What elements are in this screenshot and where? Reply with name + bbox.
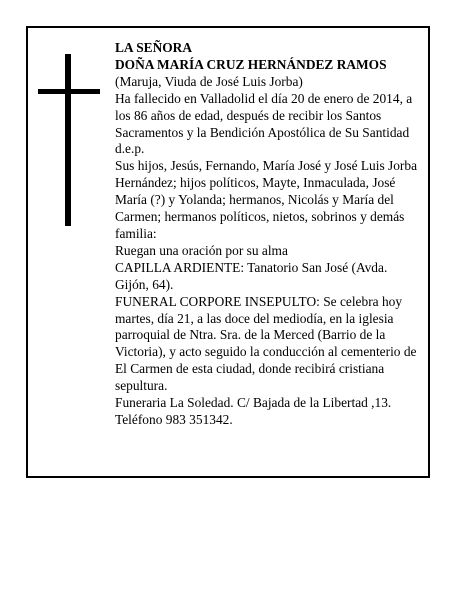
notice-text xyxy=(115,40,423,429)
death-announcement: Ha fallecido en Valladolid el día 20 de enero de 2014, a los 86 años de edad, después de recibir los Santos Sacramentos y la Bendición Apostólica de Su Santidad xyxy=(115,90,413,140)
funeral-info: FUNERAL CORPORE INSEPULTO: Se celebra hoy martes, día 21, a las doce del mediodía, en la iglesia parroquial de Ntra. Sra. de la Merced (Barrio de la Victoria), y acto seguido la conducción al cementerio de El Carmen de esta ciudad, donde recibirá cristiana sepultura. xyxy=(115,293,417,394)
cross-vertical-bar xyxy=(65,54,71,226)
family-list: Sus hijos, Jesús, Fernando, María José y José Luis Jorba Hernández; hijos políticos, Mayte, Inmaculada, José María (?) y Yolanda; hermanos, Nicolás y María del Carmen; hermanos políticos, nietos, sobrinos y demás familia: xyxy=(115,158,418,241)
notice-heading: LA SEÑORA xyxy=(115,40,193,55)
funeral-home-info: Funeraria La Soledad. C/ Bajada de la Libertad ,13. Teléfono 983 351342. xyxy=(115,395,392,427)
cross-icon xyxy=(38,54,100,226)
prayer-request: Ruegan una oración por su alma xyxy=(115,242,288,258)
chapel-info: CAPILLA ARDIENTE: Tanatorio San José (Avda. Gijón, 64). xyxy=(115,259,388,292)
rip-text: d.e.p. xyxy=(115,141,145,157)
cross-horizontal-bar xyxy=(38,89,100,94)
deceased-alias: (Maruja, Viuda de José Luis Jorba) xyxy=(115,73,303,89)
obituary-notice xyxy=(26,26,430,478)
deceased-name: DOÑA MARÍA CRUZ HERNÁNDEZ RAMOS xyxy=(115,56,387,72)
